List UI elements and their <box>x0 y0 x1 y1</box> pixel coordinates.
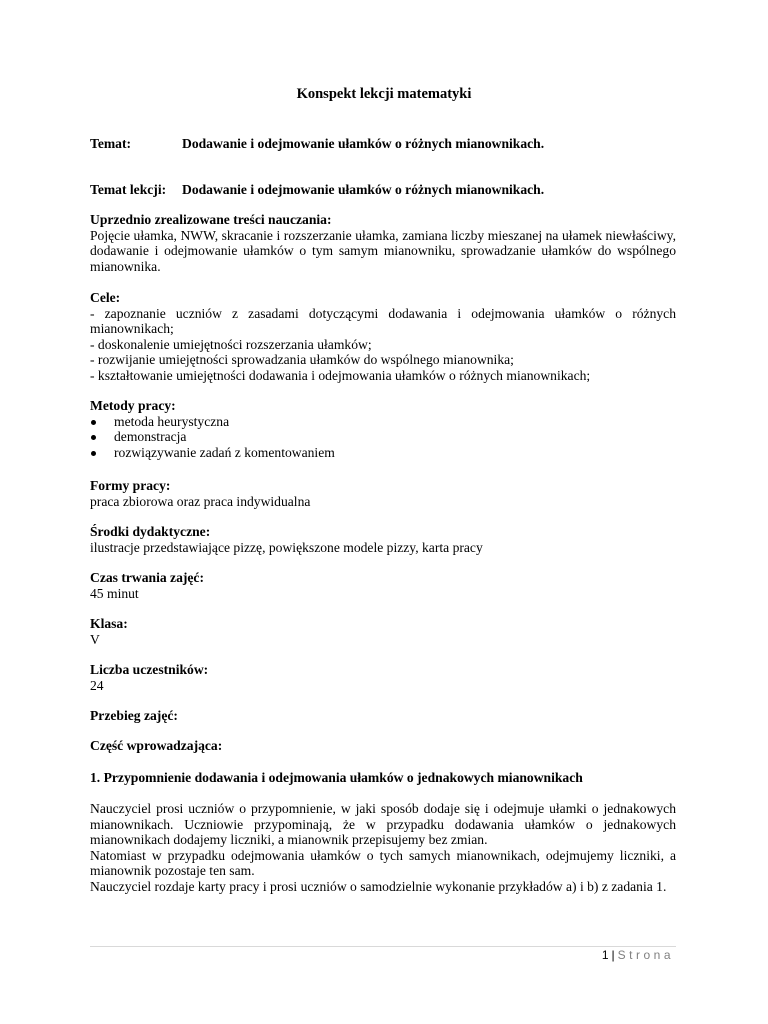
goals-section <box>90 290 676 383</box>
footer-separator: | <box>611 948 615 962</box>
participants-text: 24 <box>90 677 104 693</box>
lesson-course-section <box>90 708 676 724</box>
duration-text: 45 minut <box>90 585 139 601</box>
topic-label: Temat: <box>90 136 132 151</box>
page-word: Strona <box>617 948 674 962</box>
lesson-course-heading: Przebieg zajęć: <box>90 708 178 723</box>
goals-heading: Cele: <box>90 290 121 305</box>
section-1-paragraph: Nauczyciel prosi uczniów o przypomnienie, w jaki sposób dodaje się i odejmuje ułamki o jednakowych mianownikach. Uczniowie przypominają, że w przypadku dodawania ułamków o jednakowych mianownikach dodajemy liczniki, a mianownik przepisujemy bez zmian. <box>90 801 676 847</box>
document-title: Konspekt lekcji matematyki <box>296 86 472 102</box>
methods-heading: Metody pracy: <box>90 398 176 413</box>
method-item: metoda heurystyczna <box>90 414 676 430</box>
class-section <box>90 616 676 647</box>
goal-item: - kształtowanie umiejętności dodawania i odejmowania ułamków o różnych mianownikach; <box>90 367 591 383</box>
prior-content-text: Pojęcie ułamka, NWW, skracanie i rozszerzanie ułamka, zamiana liczby mieszanej na ułamek niewłaściwy, dodawanie i odejmowanie ułamków o tym samym mianowniku, sprowadzanie ułamków do wspólnego mianownika. <box>90 227 676 274</box>
page-footer <box>602 948 674 962</box>
intro-part-section <box>90 738 676 754</box>
prior-content-heading: Uprzednio zrealizowane treści nauczania: <box>90 212 332 227</box>
duration-section <box>90 570 676 601</box>
section-1 <box>90 770 676 786</box>
section-1-paragraph: Natomiast w przypadku odejmowania ułamków o tych samych mianownikach, odejmujemy liczniki, a mianownik pozostaje ten sam. <box>90 847 676 878</box>
goal-item: - zapoznanie uczniów z zasadami dotyczącymi dodawania i odejmowania ułamków o różnych mianownikach; <box>90 305 676 336</box>
class-text: V <box>90 631 100 647</box>
class-heading: Klasa: <box>90 616 128 631</box>
teaching-aids-text: ilustracje przedstawiające pizzę, powiększone modele pizzy, karta pracy <box>90 539 483 555</box>
forms-text: praca zbiorowa oraz praca indywidualna <box>90 493 311 509</box>
forms-section <box>90 478 676 509</box>
teaching-aids-heading: Środki dydaktyczne: <box>90 524 211 539</box>
methods-section <box>90 398 676 460</box>
method-item: rozwiązywanie zadań z komentowaniem <box>90 445 676 461</box>
intro-part-heading: Część wprowadzająca: <box>90 738 223 753</box>
topic-value: Dodawanie i odejmowanie ułamków o różnych mianownikach. <box>182 136 545 151</box>
section-1-heading: 1. Przypomnienie dodawania i odejmowania ułamków o jednakowych mianownikach <box>90 770 583 785</box>
prior-content-section <box>90 212 676 274</box>
goal-item: - doskonalenie umiejętności rozszerzania ułamków; <box>90 336 372 352</box>
method-item: demonstracja <box>90 429 676 445</box>
participants-section <box>90 662 676 693</box>
teaching-aids-section <box>90 524 676 555</box>
forms-heading: Formy pracy: <box>90 478 171 493</box>
methods-list <box>90 414 676 461</box>
duration-heading: Czas trwania zajęć: <box>90 570 204 585</box>
lesson-topic-value: Dodawanie i odejmowanie ułamków o różnych mianownikach. <box>182 182 545 197</box>
lesson-topic-row <box>90 182 676 198</box>
page-number: 1 <box>601 948 609 962</box>
section-1-paragraph: Nauczyciel rozdaje karty pracy i prosi uczniów o samodzielnie wykonanie przykładów a) i b) z zadania 1. <box>90 878 667 894</box>
participants-heading: Liczba uczestników: <box>90 662 209 677</box>
lesson-topic-label: Temat lekcji: <box>90 182 167 197</box>
footer-divider <box>90 946 676 947</box>
goal-item: - rozwijanie umiejętności sprowadzania ułamków do wspólnego mianownika; <box>90 352 514 367</box>
section-1-body <box>90 801 676 894</box>
topic-row <box>90 136 676 152</box>
